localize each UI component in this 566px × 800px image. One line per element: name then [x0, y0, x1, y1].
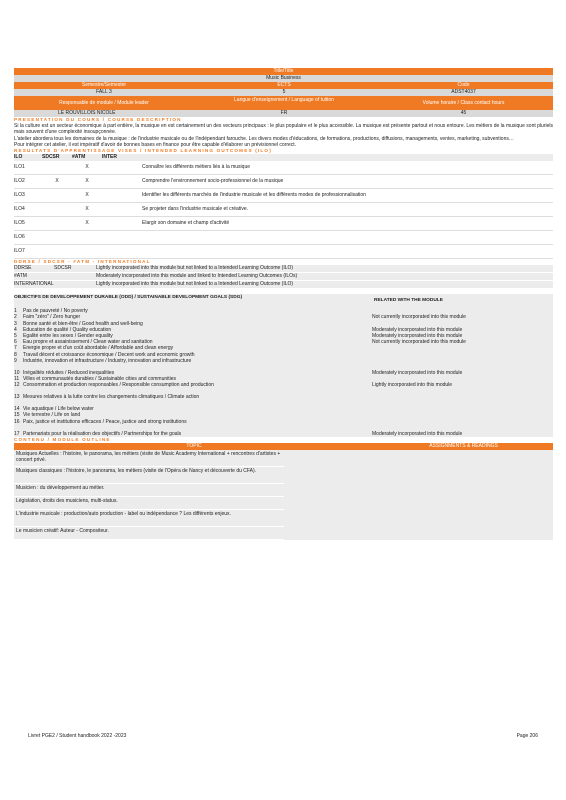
atm-col-header: #ATM — [72, 154, 86, 161]
sdg-relation: Moderately incorporated into this module — [372, 326, 463, 333]
presentation-paragraph: Pour intégrer cet atelier, il est impératif d'avoir de bonnes bases en finance pour être capable d'élaborer un prévisionnel correct. — [14, 141, 297, 148]
footer-page-number: Page 206 — [516, 733, 538, 739]
sdg-row — [14, 382, 553, 394]
course-sheet — [14, 68, 553, 540]
sdg-goal: Mesures relatives à la lutte contre les changements climatiques / Climate action — [23, 394, 200, 401]
sdg-goal: Villes et communautés durables / Sustainable cities and communities — [23, 376, 177, 383]
topic-item: Le musicien créatif: Auteur - Compositeur. — [14, 527, 284, 540]
ilo-sdcsr-mark — [42, 161, 72, 174]
legend-subcode: SDCSR — [54, 265, 72, 272]
language-value: FR — [280, 110, 288, 116]
sdg-goal: Energie propre et d'un coût abordable / Affordable and clean energy — [23, 345, 174, 352]
ilo-row — [14, 231, 553, 245]
title-value: Music Business — [14, 75, 553, 82]
legend-text: Moderately incorporated into this module and linked to Intended Learning Outcomes (ILOs) — [96, 273, 298, 280]
leader-value-row — [14, 110, 553, 117]
sdg-goal: Pas de pauvreté / No poverty — [23, 308, 88, 315]
ilo-row — [14, 189, 553, 203]
sdg-relation — [372, 394, 553, 406]
ilo-inter-mark — [102, 231, 142, 244]
sdg-number: 6 — [14, 339, 17, 346]
legend-text: Lightly incorporated into this module but not linked to a Intended Learning Outcome (ILO) — [96, 265, 294, 272]
ects-header: ECTS — [277, 82, 291, 88]
sdcsr-col-header: SDCSR — [42, 154, 60, 161]
sdg-relation — [372, 419, 553, 431]
legend-code: #ATM — [14, 273, 27, 280]
ilo-col-header: ILO — [14, 154, 23, 161]
sdg-goal: Eau propre et assainissement / Clean water and sanitation — [23, 339, 153, 346]
sdg-goal: Partenariats pour la réalisation des objectifs / Partnerships for the goals — [23, 430, 182, 437]
ilo-text: Se projeter dans l'industrie musicale et créative. — [142, 206, 249, 213]
ilo-sdcsr-mark: X — [55, 178, 59, 185]
sdg-row — [14, 431, 553, 437]
ilo-sdcsr-mark — [42, 217, 72, 230]
sdg-row — [14, 394, 553, 406]
sdg-goal: Inégalités réduites / Reduced inequalities — [23, 369, 115, 376]
ilo-text: Connaître les différents métiers liés à la musique — [142, 164, 251, 171]
sdg-number: 8 — [14, 351, 17, 358]
sdg-goal: Paix, justice et institutions efficaces / Peace, justice and strong institutions — [23, 418, 187, 425]
sdg-goal: Industrie, innovation et infrastructure / Industry, innovation and infrastructure — [23, 357, 192, 364]
ilo-inter-mark — [102, 245, 142, 258]
sdg-related-heading: RELATED WITH THE MODULE — [374, 298, 443, 304]
ilo-atm-mark: X — [85, 220, 89, 227]
sdg-number: 7 — [14, 345, 17, 352]
language-header: Langue d'enseignement / Language of tuition — [234, 97, 334, 103]
sdg-number: 10 — [14, 369, 20, 376]
sdg-goal: Education de qualité / Quality education — [23, 326, 112, 333]
ilo-atm-mark: X — [85, 192, 89, 199]
legend-subcode — [54, 281, 96, 288]
sdg-number: 1 — [14, 308, 17, 315]
ilo-id: ILO7 — [14, 248, 25, 255]
ilo-atm-mark — [72, 245, 102, 258]
topic-item: Musicien : du développement au métier. — [14, 484, 284, 497]
ilo-text: Comprendre l'environnement socio-professionnel de la musique — [142, 178, 284, 185]
ilo-inter-mark — [102, 189, 142, 202]
sdg-row — [14, 419, 553, 431]
volume-header: Volume horaire / Class contact hours — [422, 100, 505, 106]
sdg-table-body — [14, 308, 553, 437]
ilo-id: ILO1 — [14, 164, 25, 171]
legend-text: Lightly incorporated into this module but not linked to a Intended Learning Outcome (ILO) — [96, 281, 294, 288]
legend-row — [14, 281, 553, 289]
sdg-number: 17 — [14, 430, 20, 437]
leader-header-row — [14, 96, 553, 110]
presentation-paragraph: L'atelier abordera tous les domaines de la musique : de l'industrie musicale ou de l'indépendant farouche. Les divers modes d'éducations, de formations, productions, diffusions, managements, ventes, marketing, subventions… — [14, 135, 514, 142]
assignments-cell — [284, 450, 553, 540]
sdg-relation: Moderately incorporated into this module — [372, 430, 463, 437]
sdg-goal: Travail décent et croissance économique / Decent work and economic growth — [23, 351, 195, 358]
title-header-label: Title/Title — [273, 68, 294, 74]
legend-code: INTERNATIONAL — [14, 281, 54, 288]
sdg-relation — [372, 358, 553, 370]
ilo-row — [14, 245, 553, 259]
ilo-id: ILO6 — [14, 234, 25, 241]
contenu-header-row — [14, 443, 553, 450]
legend-table — [14, 265, 553, 289]
ilo-inter-mark — [102, 203, 142, 216]
ilo-atm-mark: X — [85, 206, 89, 213]
ilo-row — [14, 175, 553, 189]
legend-heading: DDRSE / SDCSR - #ATM - INTERNATIONAL — [14, 259, 151, 265]
sdg-relation: Moderately incorporated into this module — [372, 369, 463, 376]
ilo-id: ILO3 — [14, 192, 25, 199]
topic-list — [14, 450, 284, 540]
sdg-goal: Consommation et production responsables / Responsible consumption and production — [23, 382, 214, 389]
sdg-goal: Vie aquatique / Life below water — [23, 406, 94, 413]
semester-value: FALL 3 — [96, 89, 112, 95]
sdg-relation: Not currently incorporated into this module — [372, 314, 466, 321]
sdg-relation: Lightly incorporated into this module — [372, 382, 453, 389]
presentation-heading: PRESENTATION DU COURS / COURSE DESCRIPTION — [14, 117, 182, 122]
ects-value: 5 — [282, 89, 286, 95]
sdg-heading: OBJECTIFS DE DEVELOPPEMENT DURABLE (ODD) / SUSTAINABLE DEVELOPMENT GOALS (SDG) — [14, 295, 243, 301]
ilo-heading: RESULTATS D'APPRENTISSAGE VISES / INTENDED LEARNING OUTCOMES (ILO) — [14, 148, 272, 154]
sdg-goal: Bonne santé et bien-être / Good health and well-being — [23, 320, 143, 327]
sdg-relation: Moderately incorporated into this module — [372, 333, 463, 339]
sdg-relation: Not currently incorporated into this module — [372, 339, 466, 346]
title-header — [14, 68, 553, 75]
sdg-number: 16 — [14, 418, 20, 425]
legend-subcode — [54, 273, 96, 280]
legend-row — [14, 273, 553, 281]
ilo-id: ILO5 — [14, 220, 25, 227]
code-header: Code — [457, 82, 470, 88]
ilo-id: ILO2 — [14, 178, 25, 185]
code-header-row — [14, 82, 553, 89]
ilo-text — [142, 231, 553, 244]
volume-value: 45 — [460, 110, 467, 116]
ilo-sdcsr-mark — [42, 245, 72, 258]
sdg-row — [14, 358, 553, 370]
legend-code: DDRSE — [14, 265, 32, 272]
sdg-number: 11 — [14, 376, 20, 383]
ilo-text — [142, 245, 553, 258]
sdg-number: 14 — [14, 406, 20, 413]
topic-item: Législation, droits des musiciens, multi-status. — [14, 497, 284, 510]
sdg-number: 3 — [14, 320, 17, 327]
ilo-table-body — [14, 161, 553, 259]
assignments-header: ASSIGNMENTS & READINGS — [429, 442, 498, 449]
ilo-atm-mark: X — [85, 164, 89, 171]
topic-item: Musiques classiques : l'histoire, le panorama, les métiers (visite de l'Opéra de Nancy et découverte du CFA). — [14, 467, 284, 484]
legend-row — [14, 265, 553, 273]
ilo-inter-mark — [102, 175, 142, 188]
sdg-number: 12 — [14, 382, 20, 389]
contenu-heading: CONTENU / MODULE OUTLINE — [14, 436, 111, 442]
semester-header: Semestre/Semester — [81, 82, 127, 88]
code-value-row — [14, 89, 553, 96]
ilo-row — [14, 203, 553, 217]
sdg-number: 4 — [14, 326, 17, 333]
ilo-atm-mark: X — [85, 178, 89, 185]
ilo-sdcsr-mark — [42, 231, 72, 244]
sdg-number: 5 — [14, 333, 17, 339]
code-value: ADST4037 — [451, 89, 476, 95]
contenu-body — [14, 450, 553, 540]
footer-handbook: Livret PGE2 / Student handbook 2022 -2023 — [28, 733, 127, 739]
sdg-header-row — [14, 294, 553, 308]
ilo-text: Elargir son domaine et champ d'activité — [142, 220, 230, 227]
ilo-row — [14, 161, 553, 175]
sdg-number: 9 — [14, 357, 17, 364]
leader-header: Responsable de module / Module leader — [59, 100, 149, 106]
ilo-inter-mark — [102, 217, 142, 230]
ilo-atm-mark — [72, 231, 102, 244]
sdg-number: 13 — [14, 394, 20, 401]
ilo-header-row — [14, 154, 553, 161]
ilo-inter-mark — [102, 161, 142, 174]
presentation-paragraph: Si la culture est un secteur économique à part entière, la musique en est certainement un des vecteurs principaux : le plus populaire et le plus accessible. La musique est présente partout et nous entoure. Les métiers de la musique sont pluriels mais souvent d'une complexité insoupçonnée. — [14, 123, 553, 136]
ilo-sdcsr-mark — [42, 203, 72, 216]
sdg-goal: Egalité entre les sexes / Gender equality — [23, 333, 113, 339]
ilo-text: Identifier les différents marchés de l'industrie musicale et les différents modes de professionnalisation — [142, 192, 366, 199]
sdg-number: 2 — [14, 314, 17, 321]
sdg-number: 15 — [14, 412, 20, 419]
presentation-body — [14, 123, 553, 148]
ilo-id: ILO4 — [14, 206, 25, 213]
sdg-goal: Faim "zéro" / Zero hunger — [23, 314, 81, 321]
ilo-sdcsr-mark — [42, 189, 72, 202]
inter-col-header: INTER — [102, 154, 117, 161]
topic-item: Musiques Actuelles : l'histoire, le panorama, les métiers (visite de Music Academy International + rencontres d'artistes + concert privé. — [14, 450, 284, 467]
leader-value: LE ROUVILLOIS NICOLE — [58, 110, 116, 116]
topic-header: TOPIC — [186, 442, 202, 449]
ilo-row — [14, 217, 553, 231]
sdg-goal: Vie terrestre / Life on land — [23, 412, 81, 419]
topic-item: L'industrie musicale : production/auto production - label ou indépendance ? Les différents enjeux. — [14, 510, 284, 527]
page-footer — [28, 733, 538, 739]
